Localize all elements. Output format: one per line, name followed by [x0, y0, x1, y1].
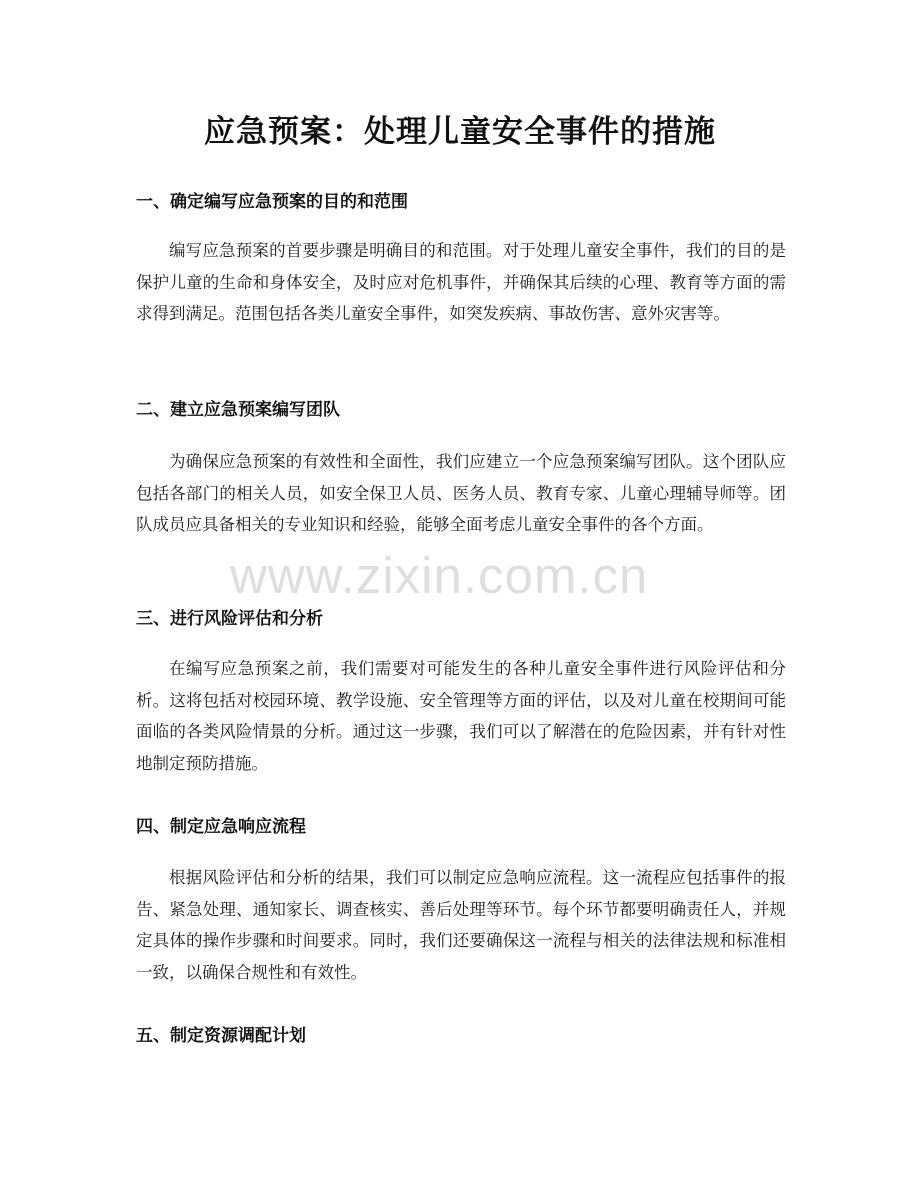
section-body-3: 在编写应急预案之前，我们需要对可能发生的各种儿童安全事件进行风险评估和分析。这将包括对校园环境、教学设施、安全管理等方面的评估，以及对儿童在校期间可能面临的各类风险情景的分析。通过这一步骤，我们可以了解潜在的危险因素，并有针对性地制定预防措施。 [136, 659, 786, 773]
watermark: www.zixin.com.cn [230, 547, 649, 604]
section-heading-4: 四、制定应急响应流程 [136, 817, 306, 837]
section-body-2: 为确保应急预案的有效性和全面性，我们应建立一个应急预案编写团队。这个团队应包括各部门的相关人员，如安全保卫人员、医务人员、教育专家、儿童心理辅导师等。团队成员应具备相关的专业知识和经验，能够全面考虑儿童安全事件的各个方面。 [136, 452, 786, 534]
section-heading-3: 三、进行风险评估和分析 [136, 609, 323, 629]
section-heading-5: 五、制定资源调配计划 [136, 1026, 306, 1046]
section-heading-1: 一、确定编写应急预案的目的和范围 [136, 192, 408, 212]
document-title: 应急预案：处理儿童安全事件的措施 [204, 114, 716, 150]
section-body-4: 根据风险评估和分析的结果，我们可以制定应急响应流程。这一流程应包括事件的报告、紧急处理、通知家长、调查核实、善后处理等环节。每个环节都要明确责任人，并规定具体的操作步骤和时间要求。同时，我们还要确保这一流程与相关的法律法规和标准相一致，以确保合规性和有效性。 [136, 868, 786, 982]
section-body-1: 编写应急预案的首要步骤是明确目的和范围。对于处理儿童安全事件，我们的目的是保护儿童的生命和身体安全，及时应对危机事件，并确保其后续的心理、教育等方面的需求得到满足。范围包括各类儿童安全事件，如突发疾病、事故伤害、意外灾害等。 [136, 241, 786, 323]
section-heading-2: 二、建立应急预案编写团队 [136, 400, 340, 420]
